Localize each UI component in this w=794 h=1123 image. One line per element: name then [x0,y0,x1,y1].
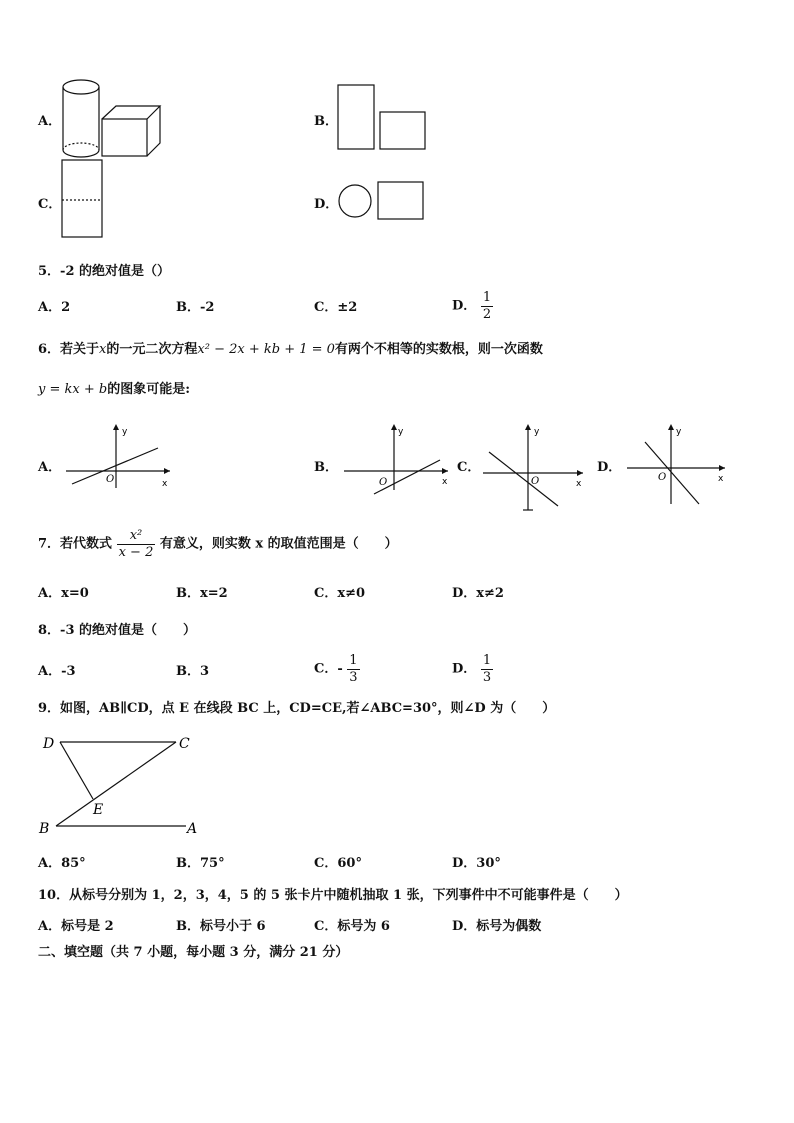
q4-option-d-label: D． [314,197,339,212]
q7-fraction [117,528,156,561]
q8-option-c [314,653,360,686]
section-2-heading: 二、填空题（共 7 小题，每小题 3 分，满分 21 分） [38,945,349,960]
q6-d-origin-label: O [658,472,667,483]
q6-b-origin-label: O [379,477,388,488]
q8-option-d-fraction [481,653,493,686]
q8-option-c-denominator: 3 [349,670,358,685]
q6-a-y-label: y [122,427,128,437]
q10-option-b: B．标号小于 6 [176,919,266,934]
q9-point-c: C [179,736,190,752]
q5-option-b: B．-2 [176,300,215,315]
q7-option-b: B．x=2 [176,586,228,601]
q6-option-d-graph [627,424,737,509]
q6-option-a-label: A． [38,460,62,475]
q7-stem [38,528,398,561]
q9-option-b: B．75° [176,856,225,871]
q6-stem-line2 [38,382,190,398]
q6-stem-prefix: 6．若关于 [38,342,100,357]
q4-option-c-figure [61,159,106,241]
q6-a-origin-label: O [106,474,115,485]
q4-option-b-figure [337,84,432,154]
q4-option-d-figure [337,180,429,222]
q10-option-c: C．标号为 6 [314,919,390,934]
q6-option-b-graph [344,424,454,494]
q7-stem-prefix: 7．若代数式 [38,536,113,552]
q8-option-b: B．3 [176,664,210,679]
q9-geometry-figure [38,732,208,837]
q6-b-x-label: x [442,477,448,487]
q10-option-d: D．标号为偶数 [452,919,542,934]
q5-option-d [452,290,493,323]
q4-option-c-label: C． [38,197,62,212]
q5-option-d-numerator: 1 [482,290,492,305]
q6-option-d-label: D． [597,460,622,475]
q8-option-d-prefix: D． [452,661,477,677]
q6-d-y-label: y [676,427,682,437]
q6-option-c-label: C． [457,460,481,475]
q4-option-a-label: A． [38,114,62,129]
q6-stem [38,342,543,358]
q5-option-d-prefix: D． [452,298,477,314]
q6-c-x-label: x [576,479,582,489]
q8-option-c-prefix: C．- [314,661,343,677]
q5-option-c: C．±2 [314,300,358,315]
q9-point-b: B [39,821,50,837]
q6-stem-middle: 的一元二次方程 [106,342,198,357]
q10-option-a: A．标号是 2 [38,919,114,934]
q9-point-e: E [93,802,104,818]
q9-point-d: D [43,736,55,752]
q8-option-d [452,653,493,686]
q9-point-a: A [187,821,198,837]
q7-fraction-denominator: x − 2 [118,545,154,560]
q7-option-d: D．x≠2 [452,586,504,601]
q8-stem: 8．-3 的绝对值是（ ） [38,623,197,638]
q6-d-x-label: x [718,474,724,484]
q8-option-a: A．-3 [38,664,76,679]
q4-option-a-figure [60,75,170,165]
q5-option-d-fraction [481,290,493,323]
q6-c-y-label: y [534,427,540,437]
q9-option-a: A．85° [38,856,86,871]
q9-option-c: C．60° [314,856,362,871]
q7-fraction-numerator: x² [117,528,156,545]
q8-option-c-numerator: 1 [349,653,358,668]
q7-option-c: C．x≠0 [314,586,366,601]
q6-c-origin-label: O [531,476,540,487]
q5-option-a: A．2 [38,300,71,315]
q10-stem: 10．从标号分别为 1，2，3，4，5 的 5 张卡片中随机抽取 1 张，下列事件中不可能事件是（ ） [38,888,628,903]
q5-option-d-denominator: 2 [482,307,492,322]
q8-option-d-numerator: 1 [482,653,492,668]
q6-equation: x² − 2x + kb + 1 = 0 [197,342,335,357]
q6-stem-line2-suffix: 的图象可能是: [107,382,191,397]
q8-option-d-denominator: 3 [482,670,492,685]
q8-option-c-fraction [347,653,359,686]
q6-stem-suffix: 有两个不相等的实数根，则一次函数 [334,342,543,357]
q6-stem-var: x [99,342,107,357]
q7-option-a: A．x=0 [38,586,89,601]
q6-option-a-graph [66,424,176,494]
q5-stem: 5．-2 的绝对值是（） [38,264,171,279]
q6-a-x-label: x [162,479,168,489]
q6-option-b-label: B． [314,460,338,475]
q9-option-d: D．30° [452,856,501,871]
q6-function: y = kx + b [38,382,108,397]
q6-option-c-graph [483,424,593,514]
q9-stem: 9．如图，AB∥CD，点 E 在线段 BC 上，CD=CE,若∠ABC=30°，则∠D 为（ ） [38,701,556,716]
q7-stem-suffix: 有意义，则实数 x 的取值范围是（ ） [159,536,398,552]
q6-b-y-label: y [398,427,404,437]
q4-option-b-label: B． [314,114,338,129]
